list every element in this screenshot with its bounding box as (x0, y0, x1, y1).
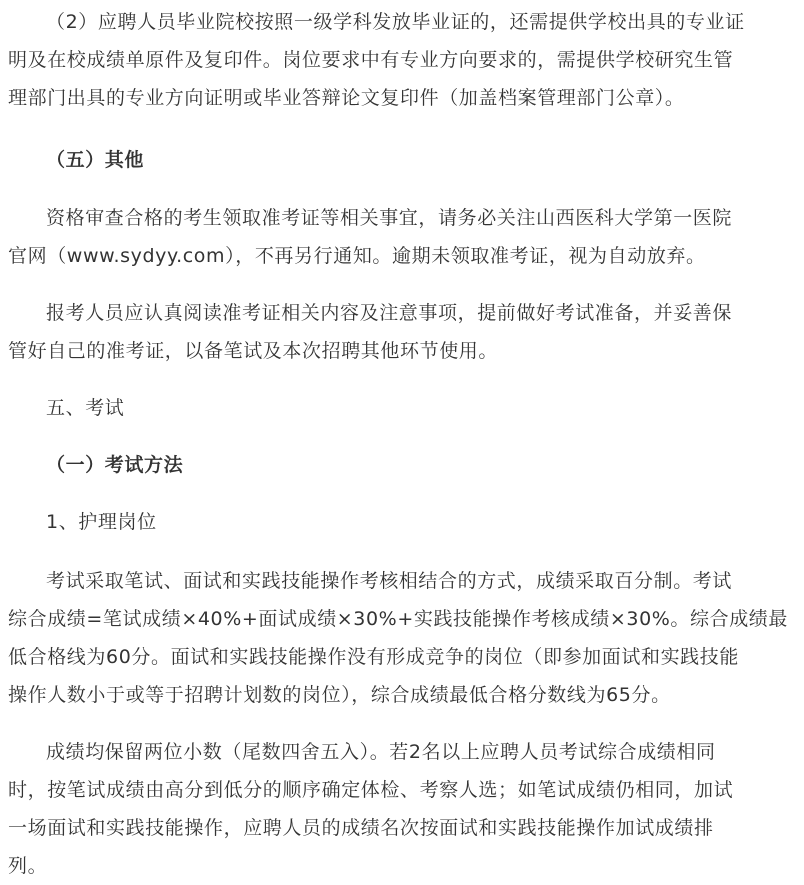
text-line: 综合成绩=笔试成绩×40%+面试成绩×30%+实践技能操作考核成绩×30%。综合成绩最 (8, 608, 789, 630)
heading-text: （五）其他 (46, 149, 145, 171)
paragraph-read-instructions (8, 294, 794, 370)
text-line: 资格审查合格的考生领取准考证等相关事宜，请务必关注山西医科大学第一医院 (46, 207, 733, 229)
paragraph-admission-ticket (8, 199, 794, 275)
text-line: 报考人员应认真阅读准考证相关内容及注意事项，提前做好考试准备，并妥善保 (46, 302, 733, 324)
heading-text: （一）考试方法 (46, 454, 184, 476)
section-heading-exam-method (8, 446, 794, 484)
text-line: 明及在校成绩单原件及复印件。岗位要求中有专业方向要求的，需提供学校研究生管 (8, 49, 734, 71)
section-heading-nursing (8, 503, 794, 541)
text-line: 考试采取笔试、面试和实践技能操作考核相结合的方式，成绩采取百分制。考试 (46, 570, 733, 592)
text-line: （2）应聘人员毕业院校按照一级学科发放毕业证的，还需提供学校出具的专业证 (46, 11, 745, 33)
text-line: 成绩均保留两位小数（尾数四舍五入）。若2名以上应聘人员考试综合成绩相同 (46, 741, 716, 763)
heading-text: 1、护理岗位 (46, 511, 157, 533)
text-line: 一场面试和实践技能操作，应聘人员的成绩名次按面试和实践技能操作加试成绩排 (8, 817, 714, 839)
text-line: 理部门出具的专业方向证明或毕业答辩论文复印件（加盖档案管理部门公章）。 (8, 87, 685, 109)
text-line: 操作人数小于或等于招聘计划数的岗位），综合成绩最低合格分数线为65分。 (8, 684, 671, 706)
paragraph-tie-breaking (8, 733, 794, 885)
paragraph-scoring-method (8, 562, 794, 714)
paragraph-graduation-requirements (8, 3, 794, 117)
heading-text: 五、考试 (46, 397, 125, 419)
text-line: 低合格线为60分。面试和实践技能操作没有形成竞争的岗位（即参加面试和实践技能 (8, 646, 739, 668)
section-heading-other (8, 141, 794, 179)
text-line: 列。 (8, 855, 48, 877)
text-line: 管好自己的准考证，以备笔试及本次招聘其他环节使用。 (8, 340, 499, 362)
section-heading-exam (8, 389, 794, 427)
text-line: 时，按笔试成绩由高分到低分的顺序确定体检、考察人选；如笔试成绩仍相同，加试 (8, 779, 734, 801)
text-line: 官网（www.sydyy.com），不再另行通知。逾期未领取准考证，视为自动放弃。 (8, 245, 706, 267)
